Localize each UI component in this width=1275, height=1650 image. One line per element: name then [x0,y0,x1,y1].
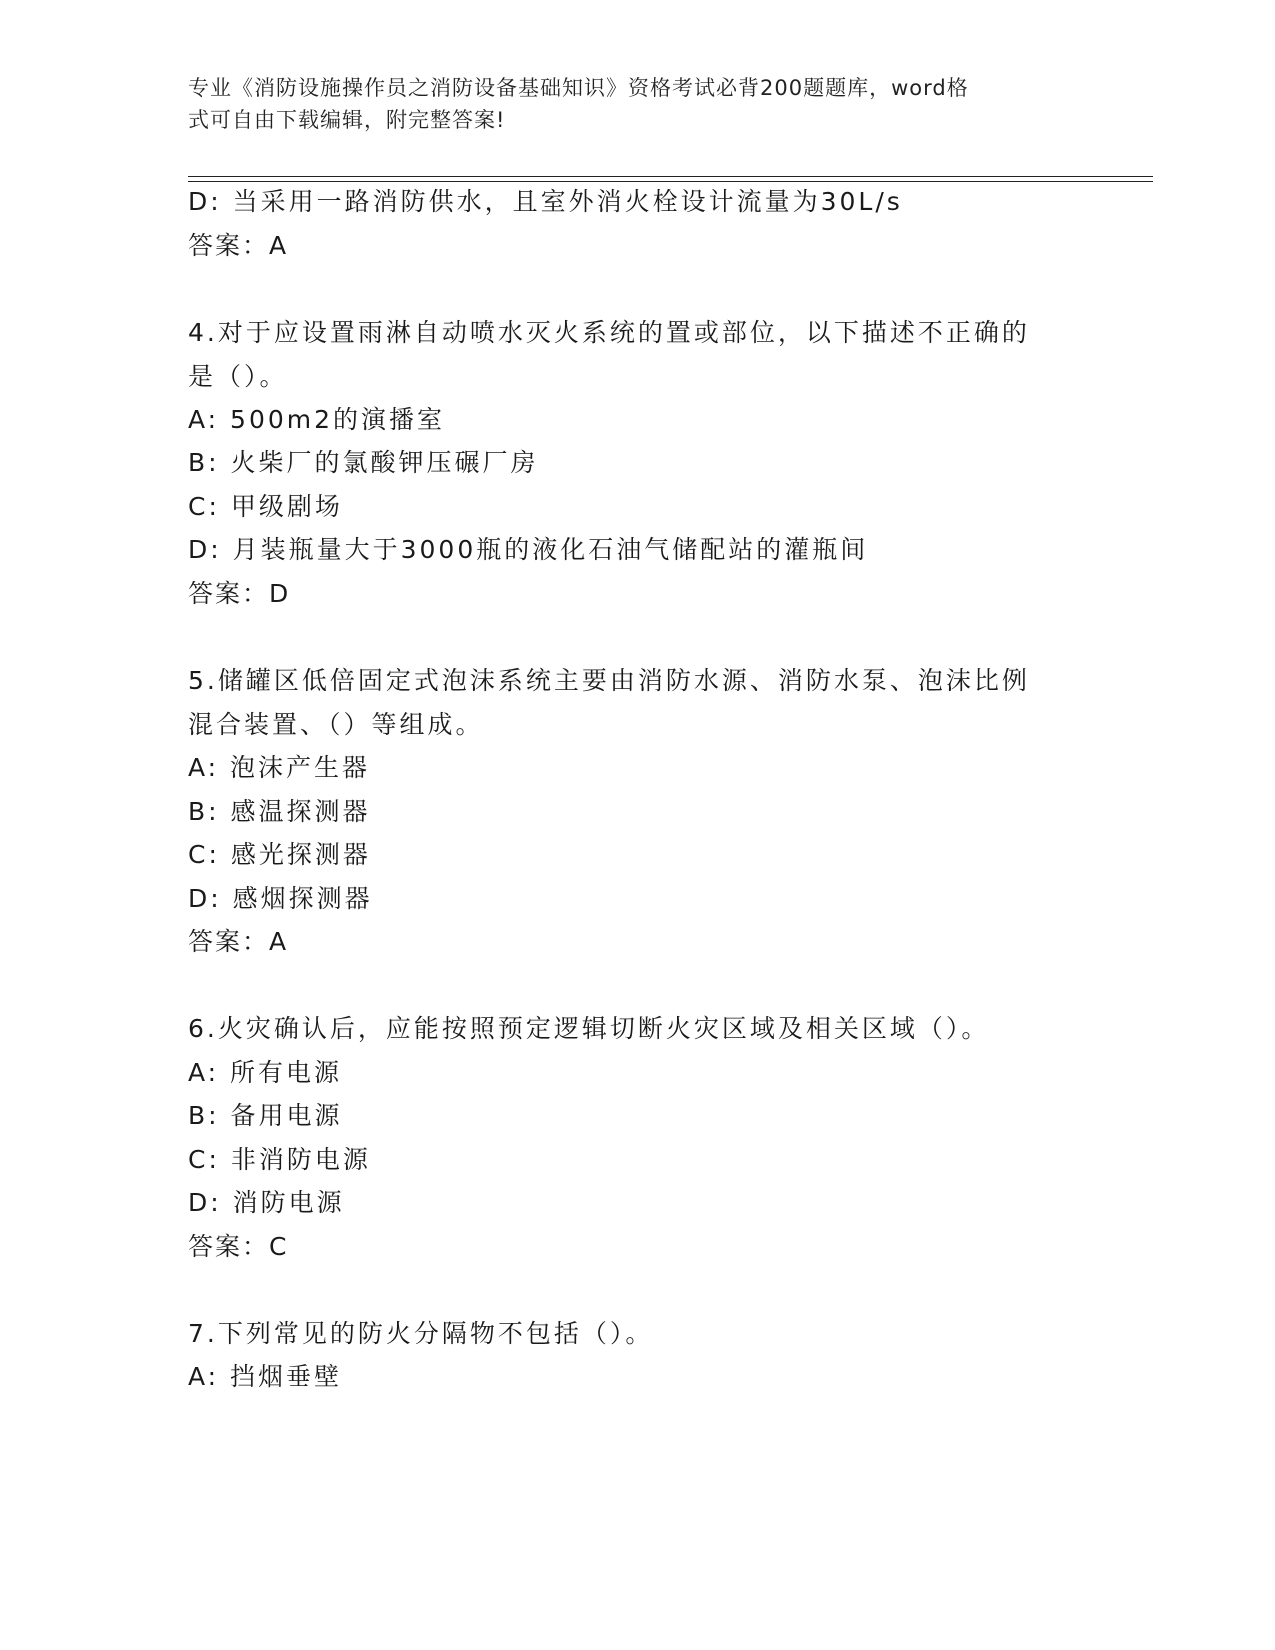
q4-option-a: A: 500m2的演播室 [188,405,446,434]
q6-option-c: C: 非消防电源 [188,1145,371,1174]
q5-option-c: C: 感光探测器 [188,840,371,869]
q6-option-a: A: 所有电源 [188,1058,343,1087]
q4-stem-line-2: 是（）。 [188,362,288,391]
q4-option-b: B: 火柴厂的氯酸钾压碾厂房 [188,448,539,477]
q6-stem-line-1: 6.火灾确认后，应能按照预定逻辑切断火灾区域及相关区域（）。 [188,1014,990,1043]
header-divider-top [188,176,1153,177]
q6-option-b: B: 备用电源 [188,1101,343,1130]
q5-answer: 答案：A [188,927,289,956]
q5-option-b: B: 感温探测器 [188,797,371,826]
q3-answer: 答案：A [188,231,289,260]
q4-answer: 答案：D [188,579,291,608]
q3-option-d: D: 当采用一路消防供水，且室外消火栓设计流量为30L/s [188,187,903,216]
q7-option-a: A: 挡烟垂壁 [188,1362,343,1391]
document-header [188,72,1088,136]
q5-stem-line-1: 5.储罐区低倍固定式泡沫系统主要由消防水源、消防水泵、泡沫比例 [188,666,1030,695]
header-line-1: 专业《消防设施操作员之消防设备基础知识》资格考试必背200题题库，word格 [188,76,969,100]
q6-option-d: D: 消防电源 [188,1188,345,1217]
q6-answer: 答案：C [188,1232,289,1261]
q7-stem-line-1: 7.下列常见的防火分隔物不包括（）。 [188,1319,654,1348]
q5-option-a: A: 泡沫产生器 [188,753,371,782]
q4-option-c: C: 甲级剧场 [188,492,343,521]
q5-option-d: D: 感烟探测器 [188,884,373,913]
header-divider-bottom [188,181,1153,182]
q4-option-d: D: 月装瓶量大于3000瓶的液化石油气储配站的灌瓶间 [188,535,869,564]
q5-stem-line-2: 混合装置、（）等组成。 [188,710,484,739]
q4-stem-line-1: 4.对于应设置雨淋自动喷水灭火系统的置或部位，以下描述不正确的 [188,318,1030,347]
header-line-2: 式可自由下载编辑，附完整答案! [188,108,506,132]
